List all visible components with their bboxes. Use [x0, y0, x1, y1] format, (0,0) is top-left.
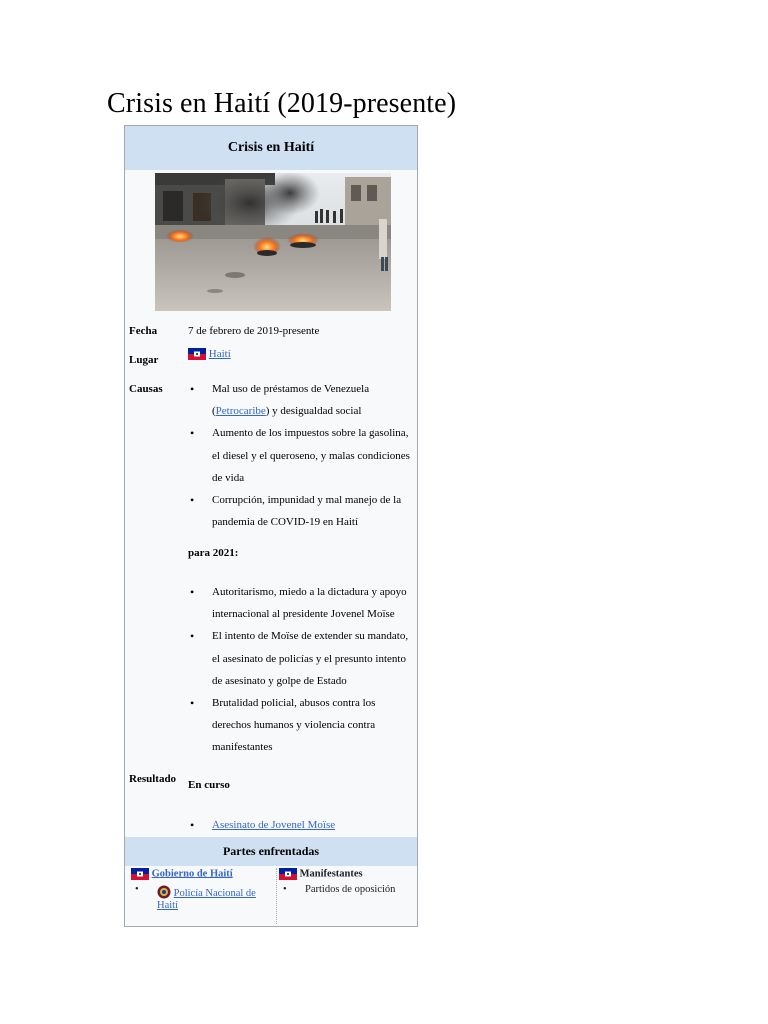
petrocaribe-link[interactable]: Petrocaribe: [215, 405, 266, 418]
list-item: • Corrupción, impunidad y mal manejo de la pandemia de COVID-19 en Haití: [188, 489, 416, 533]
fecha-value: 7 de febrero de 2019-presente: [188, 325, 320, 337]
infobox: [124, 125, 418, 927]
manifestantes-label: Manifestantes: [299, 868, 363, 880]
partes-header: Partes enfrentadas: [125, 837, 417, 866]
causas-subheading: para 2021:: [188, 547, 239, 559]
page-title: Crisis en Haití (2019-presente): [107, 88, 457, 119]
asesinato-link[interactable]: Asesinato de Jovenel Moïse: [212, 819, 336, 831]
list-item: • Partidos de oposición: [279, 884, 415, 896]
party-left: [131, 868, 273, 912]
party-divider: [276, 868, 277, 924]
gobierno-list: [131, 884, 273, 912]
infobox-header: Crisis en Haití: [125, 126, 417, 170]
resultado-value: En curso: [188, 779, 230, 791]
manifestantes-list: [279, 884, 415, 896]
causas-list: [188, 378, 416, 533]
party-right: [279, 868, 415, 896]
lugar-link[interactable]: Haití: [208, 348, 231, 360]
haiti-flag-icon: [279, 868, 297, 880]
list-item: • Brutalidad policial, abusos contra los derechos humanos y violencia contra manifestantes: [188, 692, 416, 759]
list-item: [188, 814, 416, 836]
lugar-label: Lugar: [129, 354, 159, 366]
causas-2021-list: [188, 581, 416, 759]
list-item: • El intento de Moïse de extender su mandato, el asesinato de policías y el presunto intento de asesinato y golpe de Estado: [188, 625, 416, 692]
list-item: • Mal uso de préstamos de Venezuela (Petrocaribe) y desigualdad social: [188, 378, 416, 422]
resultado-label: Resultado: [129, 773, 177, 785]
infobox-photo: [155, 173, 391, 311]
list-item: • Aumento de los impuestos sobre la gasolina, el diesel y el queroseno, y malas condiciones de vida: [188, 422, 416, 489]
gobierno-link[interactable]: Gobierno de Haití: [151, 868, 233, 880]
policia-link[interactable]: Policía Nacional de Haití: [157, 888, 256, 911]
fecha-label: Fecha: [129, 325, 158, 337]
resultado-list: [188, 814, 416, 836]
police-badge-icon: [157, 884, 171, 900]
causas-label: Causas: [129, 383, 163, 395]
haiti-flag-icon: [131, 868, 149, 880]
haiti-flag-icon: [188, 348, 206, 360]
lugar-value: [188, 348, 231, 360]
list-item: • Autoritarismo, miedo a la dictadura y apoyo internacional al presidente Jovenel Moïse: [188, 581, 416, 625]
list-item: [131, 884, 273, 912]
